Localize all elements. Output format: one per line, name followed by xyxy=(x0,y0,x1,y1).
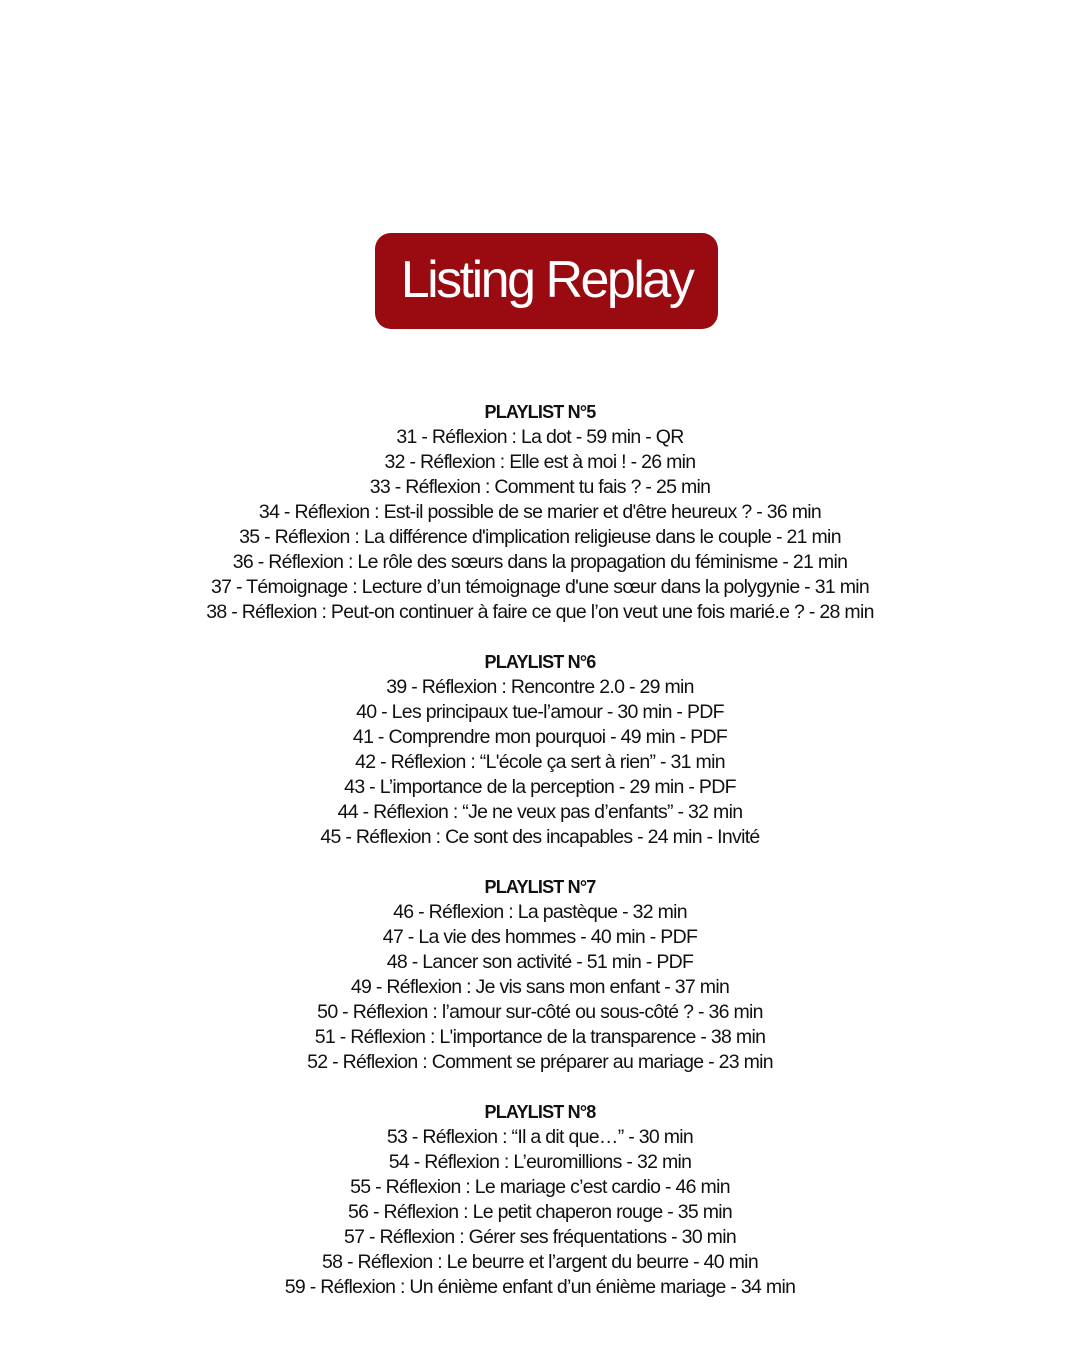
episode-item: 57 - Réflexion : Gérer ses fréquentations - 30 min xyxy=(343,1226,737,1248)
episode-item: 54 - Réflexion : L’euromillions - 32 min xyxy=(388,1151,692,1173)
episode-item: 59 - Réflexion : Un énième enfant d’un énième mariage - 34 min xyxy=(284,1276,796,1298)
playlist-8 xyxy=(0,1100,1080,1300)
episode-item: 52 - Réflexion : Comment se préparer au mariage - 23 min xyxy=(307,1051,773,1073)
episode-item: 43 - L’importance de la perception - 29 min - PDF xyxy=(344,776,736,798)
playlist-5 xyxy=(0,400,1080,625)
episode-item: 47 - La vie des hommes - 40 min - PDF xyxy=(382,926,698,948)
replay-listing xyxy=(0,400,1080,1325)
episode-item: 35 - Réflexion : La différence d'implication religieuse dans le couple - 21 min xyxy=(239,526,841,548)
episode-item: 34 - Réflexion : Est-il possible de se marier et d'être heureux ? - 36 min xyxy=(258,501,822,523)
episode-item: 39 - Réflexion : Rencontre 2.0 - 29 min xyxy=(386,676,694,698)
episode-item: 45 - Réflexion : Ce sont des incapables - 24 min - Invité xyxy=(320,826,760,848)
playlist-6 xyxy=(0,650,1080,850)
episode-item: 37 - Témoignage : Lecture d’un témoignage d'une sœur dans la polygynie - 31 min xyxy=(210,576,870,598)
playlist-title: PLAYLIST N°7 xyxy=(484,877,596,897)
episode-item: 46 - Réflexion : La pastèque - 32 min xyxy=(393,901,687,923)
episode-item: 49 - Réflexion : Je vis sans mon enfant - 37 min xyxy=(350,976,730,998)
playlist-7 xyxy=(0,875,1080,1075)
playlist-title: PLAYLIST N°8 xyxy=(484,1102,596,1122)
page-title: Listing Replay xyxy=(400,251,693,309)
episode-item: 56 - Réflexion : Le petit chaperon rouge - 35 min xyxy=(347,1201,733,1223)
episode-item: 36 - Réflexion : Le rôle des sœurs dans la propagation du féminisme - 21 min xyxy=(232,551,848,573)
episode-item: 32 - Réflexion : Elle est à moi ! - 26 min xyxy=(384,451,696,473)
playlist-title: PLAYLIST N°5 xyxy=(484,402,596,422)
episode-item: 48 - Lancer son activité - 51 min - PDF xyxy=(386,951,694,973)
title-badge xyxy=(375,233,718,329)
episode-item: 51 - Réflexion : L'importance de la transparence - 38 min xyxy=(314,1026,766,1048)
episode-item: 50 - Réflexion : l’amour sur-côté ou sous-côté ? - 36 min xyxy=(317,1001,763,1023)
episode-item: 41 - Comprendre mon pourquoi - 49 min - PDF xyxy=(352,726,728,748)
episode-item: 40 - Les principaux tue-l’amour - 30 min - PDF xyxy=(356,701,724,723)
playlist-title: PLAYLIST N°6 xyxy=(484,652,596,672)
episode-item: 53 - Réflexion : “Il a dit que…” - 30 min xyxy=(386,1126,694,1148)
episode-item: 31 - Réflexion : La dot - 59 min - QR xyxy=(396,426,684,448)
episode-item: 44 - Réflexion : “Je ne veux pas d’enfants” - 32 min xyxy=(337,801,743,823)
episode-item: 38 - Réflexion : Peut-on continuer à faire ce que l’on veut une fois marié.e ? - 28 min xyxy=(206,601,874,623)
episode-item: 55 - Réflexion : Le mariage c’est cardio - 46 min xyxy=(350,1176,730,1198)
episode-item: 42 - Réflexion : “L'école ça sert à rien” - 31 min xyxy=(355,751,725,773)
episode-item: 58 - Réflexion : Le beurre et l’argent du beurre - 40 min xyxy=(322,1251,758,1273)
episode-item: 33 - Réflexion : Comment tu fais ? - 25 min xyxy=(369,476,711,498)
